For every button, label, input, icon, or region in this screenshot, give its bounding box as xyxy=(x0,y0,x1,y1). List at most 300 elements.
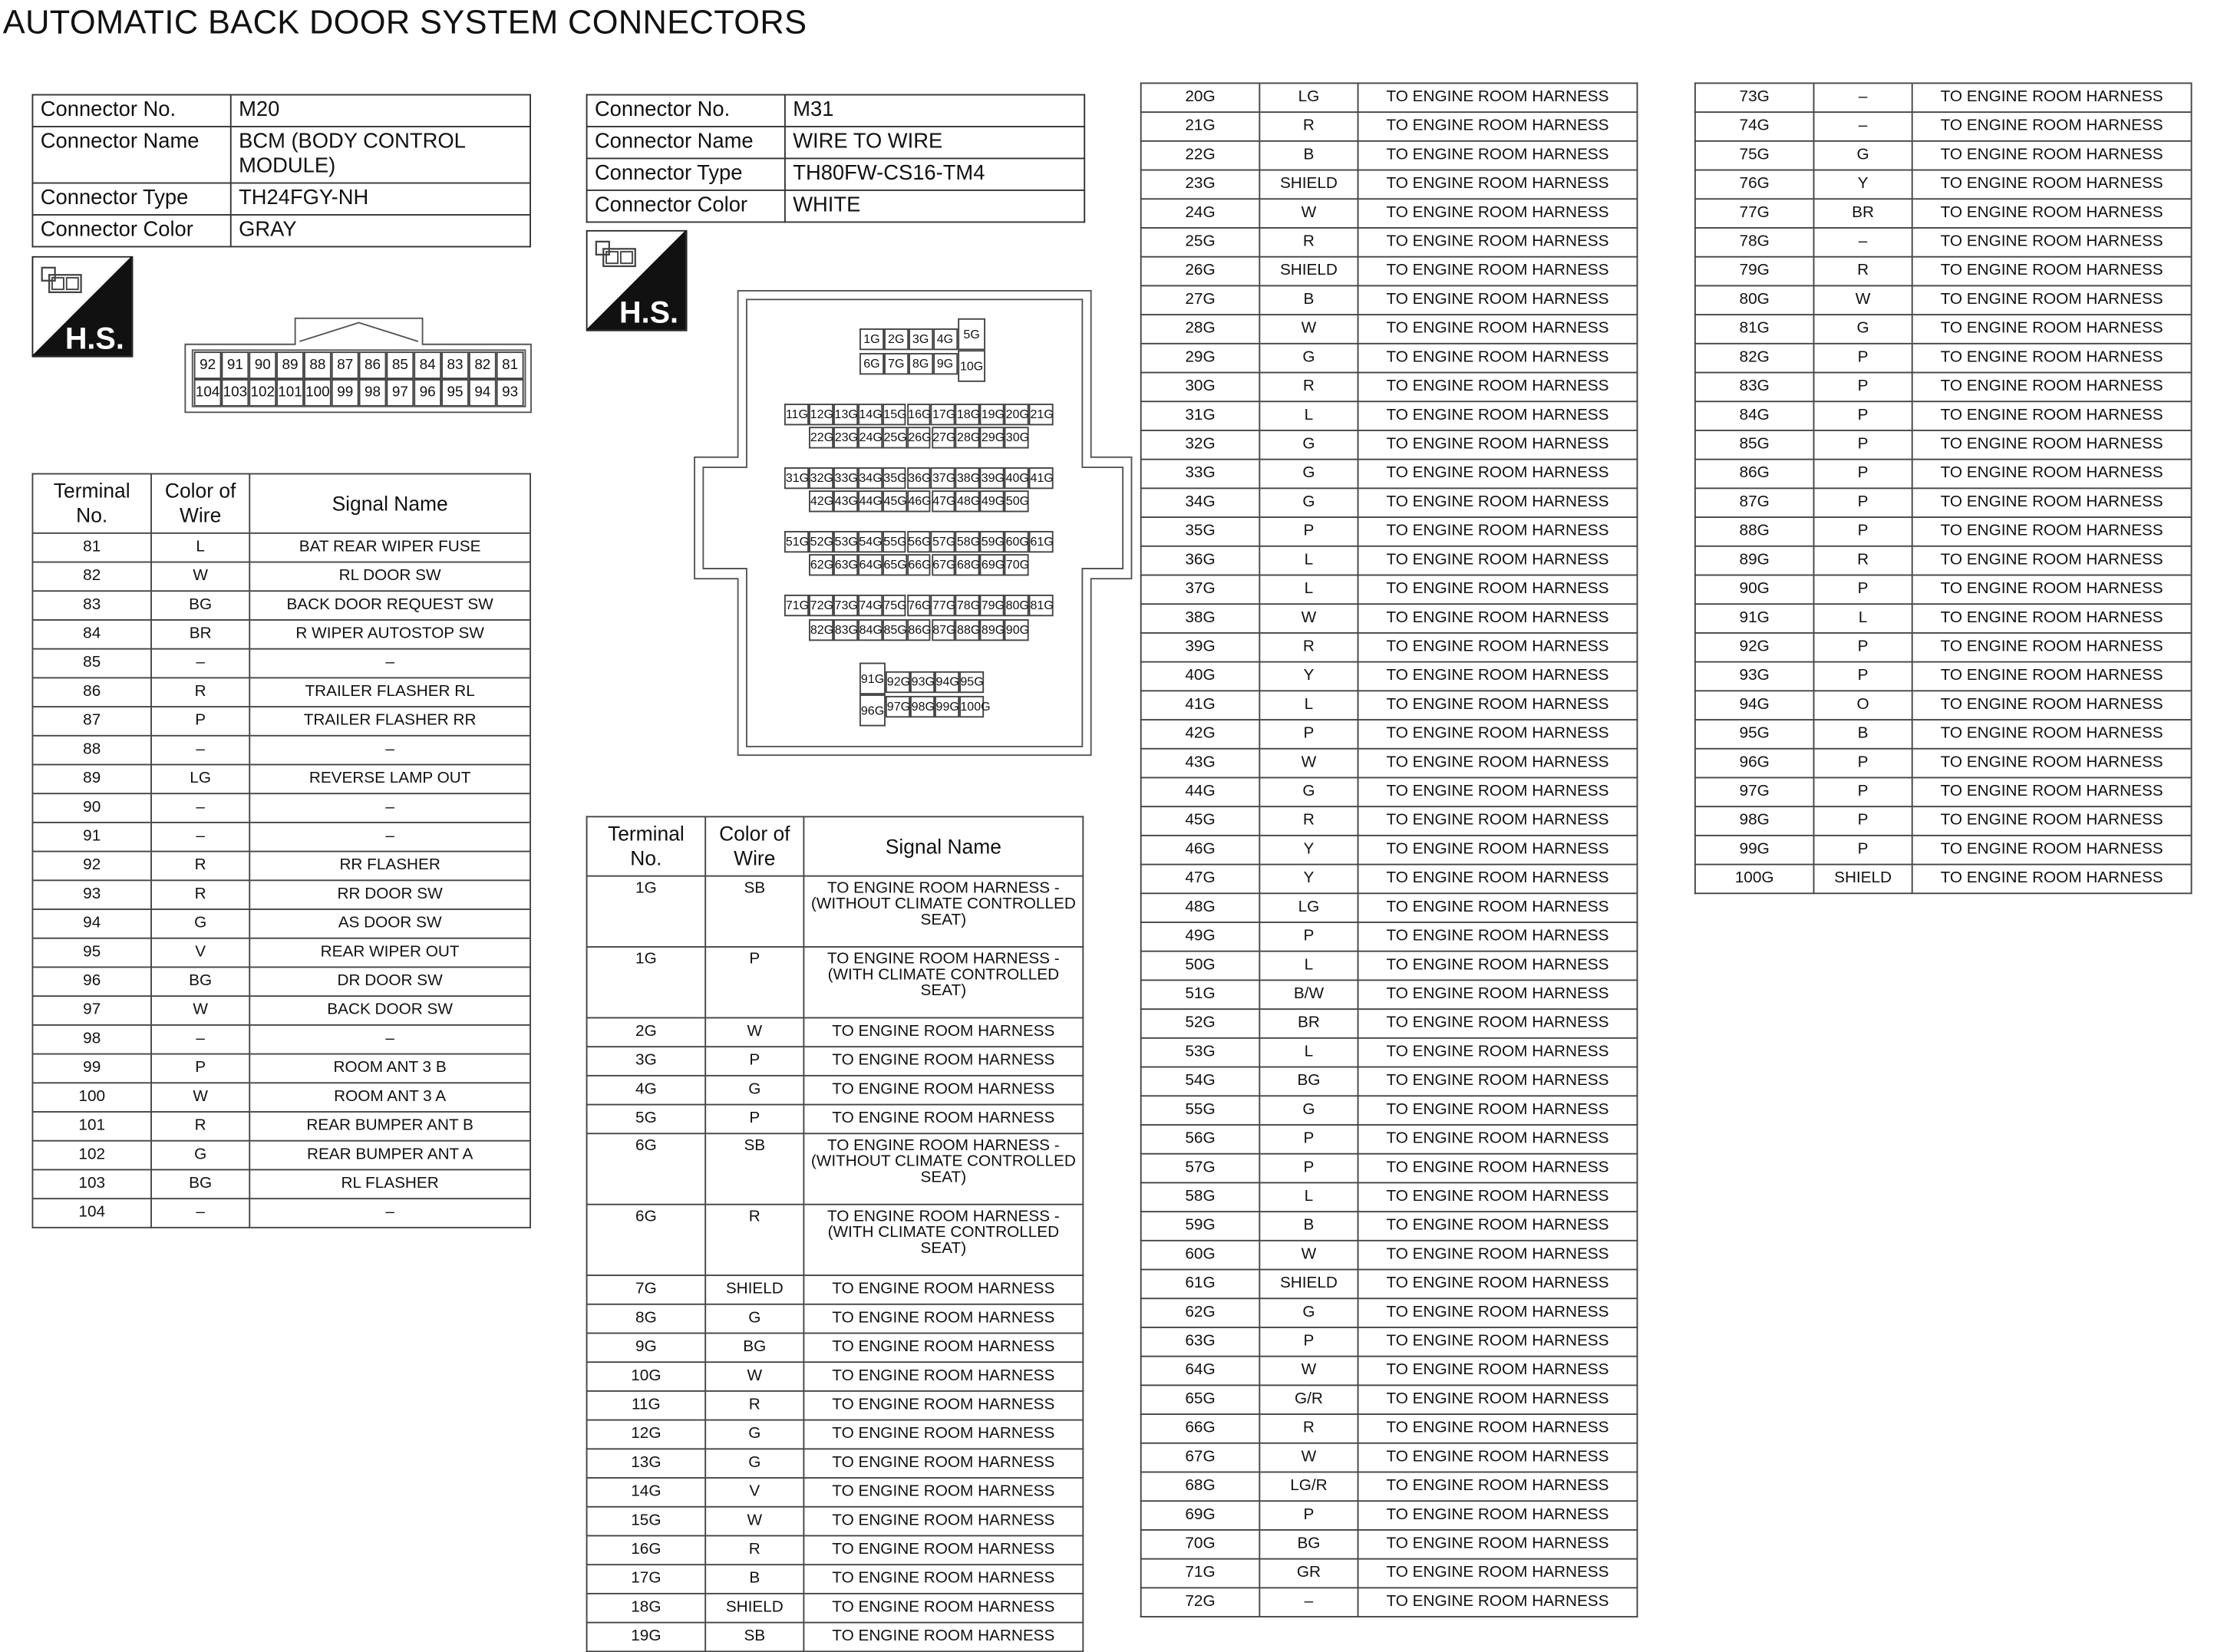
table-row xyxy=(32,909,530,938)
m31-info-table xyxy=(586,94,1085,223)
table-row xyxy=(32,678,530,707)
connector-pin: 34G xyxy=(858,467,883,489)
signal-name-cell: TO ENGINE ROOM HARNESS - (WITHOUT CLIMATE CONTROLLED SEAT) xyxy=(803,876,1083,947)
wire-color-cell: BR xyxy=(1259,1009,1358,1038)
wire-color-cell: R xyxy=(151,880,249,909)
m31-terminal-table-1 xyxy=(586,816,1084,1652)
wire-color-cell: R xyxy=(1259,228,1358,257)
signal-name-cell: – xyxy=(249,793,530,823)
table-row xyxy=(587,1105,1084,1134)
terminal-no-cell: 48G xyxy=(1141,893,1260,922)
terminal-no-cell: 95 xyxy=(32,938,151,968)
signal-name-cell: TO ENGINE ROOM HARNESS xyxy=(803,1017,1083,1047)
terminal-no-cell: 38G xyxy=(1141,604,1260,633)
table-row xyxy=(1141,1530,1638,1559)
terminal-no-cell: 23G xyxy=(1141,170,1260,199)
table-row xyxy=(1695,401,2192,430)
table-row xyxy=(1141,1154,1638,1183)
wire-color-cell: R xyxy=(705,1205,803,1275)
wire-color-cell: G xyxy=(1259,1298,1358,1327)
terminal-no-cell: 65G xyxy=(1141,1385,1260,1414)
table-row xyxy=(1695,488,2192,517)
signal-name-cell: TO ENGINE ROOM HARNESS xyxy=(1358,285,1638,315)
wire-color-cell: P xyxy=(1259,1501,1358,1530)
connector-pin: 86 xyxy=(359,351,387,379)
terminal-no-cell: 93G xyxy=(1695,662,1814,691)
table-row xyxy=(1141,1472,1638,1501)
connector-pin: 29G xyxy=(980,427,1005,448)
terminal-no-cell: 8G xyxy=(587,1304,706,1334)
wire-color-cell: W xyxy=(1259,749,1358,778)
terminal-no-cell: 66G xyxy=(1141,1414,1260,1443)
connector-pin: 85 xyxy=(386,351,414,379)
signal-name-cell: TO ENGINE ROOM HARNESS xyxy=(1358,575,1638,604)
connector-pin: 66G xyxy=(906,554,931,575)
signal-name-cell: TO ENGINE ROOM HARNESS xyxy=(1912,777,2192,806)
wire-color-cell: W xyxy=(1259,604,1358,633)
table-row xyxy=(32,620,530,649)
connector-pin: 92 xyxy=(194,351,222,379)
table-row xyxy=(1141,1212,1638,1241)
signal-name-cell: TO ENGINE ROOM HARNESS xyxy=(1358,1472,1638,1501)
connector-pin: 44G xyxy=(858,490,883,512)
terminal-no-cell: 97G xyxy=(1695,777,1814,806)
terminal-no-cell: 73G xyxy=(1695,83,1814,112)
table-row xyxy=(1141,141,1638,170)
signal-name-cell: TO ENGINE ROOM HARNESS xyxy=(803,1507,1083,1536)
connector-pin: 31G xyxy=(784,467,809,489)
wire-color-cell: W xyxy=(1259,1357,1358,1386)
table-row xyxy=(1141,720,1638,749)
wire-color-cell: R xyxy=(1813,257,1912,286)
table-row xyxy=(1141,1501,1638,1530)
signal-name-cell: TO ENGINE ROOM HARNESS xyxy=(1358,141,1638,170)
signal-name-cell: TO ENGINE ROOM HARNESS xyxy=(1358,691,1638,720)
terminal-no-cell: 39G xyxy=(1141,633,1260,662)
wire-color-cell: G/R xyxy=(1259,1385,1358,1414)
wire-color-cell: G xyxy=(1259,460,1358,489)
table-row xyxy=(587,1391,1084,1420)
terminal-no-cell: 78G xyxy=(1695,228,1814,257)
terminal-no-cell: 1G xyxy=(587,947,706,1017)
table-row xyxy=(1141,430,1638,460)
table-row xyxy=(1141,1588,1638,1617)
signal-name-cell: TO ENGINE ROOM HARNESS xyxy=(1358,1009,1638,1038)
terminal-no-cell: 32G xyxy=(1141,430,1260,460)
wire-color-cell: – xyxy=(151,649,249,678)
table-row xyxy=(32,707,530,736)
wire-color-cell: BR xyxy=(151,620,249,649)
connector-pin: 62G xyxy=(809,554,833,575)
terminal-no-cell: 27G xyxy=(1141,285,1260,315)
wire-color-cell: P xyxy=(1813,430,1912,460)
connector-pin: 45G xyxy=(883,490,907,512)
table-row xyxy=(1141,1414,1638,1443)
table-row xyxy=(1695,546,2192,575)
signal-name-cell: TO ENGINE ROOM HARNESS xyxy=(1358,83,1638,112)
terminal-no-cell: 63G xyxy=(1141,1327,1260,1357)
table-row xyxy=(1141,806,1638,836)
terminal-no-cell: 96G xyxy=(1695,749,1814,778)
wire-color-cell: Y xyxy=(1259,865,1358,894)
signal-name-cell: TO ENGINE ROOM HARNESS xyxy=(1912,460,2192,489)
connector-pin: 61G xyxy=(1029,531,1054,552)
table-row xyxy=(32,649,530,678)
connector-pin: 99 xyxy=(332,379,359,407)
signal-name-cell: TO ENGINE ROOM HARNESS xyxy=(803,1449,1083,1478)
wire-color-cell: B/W xyxy=(1259,980,1358,1009)
terminal-no-cell: 58G xyxy=(1141,1182,1260,1212)
connector-pin: 84G xyxy=(858,619,883,641)
signal-name-cell: TO ENGINE ROOM HARNESS xyxy=(1912,112,2192,141)
signal-name-cell: TO ENGINE ROOM HARNESS xyxy=(1358,430,1638,460)
terminal-no-cell: 88 xyxy=(32,736,151,765)
wire-color-cell: P xyxy=(1813,517,1912,546)
wire-color-cell: BG xyxy=(151,1169,249,1199)
connector-pin: 19G xyxy=(980,404,1005,425)
wire-color-cell: Y xyxy=(1259,836,1358,865)
wire-color-cell: P xyxy=(1813,806,1912,836)
terminal-no-cell: 76G xyxy=(1695,170,1814,199)
table-row xyxy=(1141,460,1638,489)
connector-pin: 48G xyxy=(955,490,980,512)
wire-color-cell: – xyxy=(151,736,249,765)
wire-color-cell: P xyxy=(1259,517,1358,546)
wire-color-cell: BG xyxy=(1259,1067,1358,1096)
terminal-no-header: Terminal No. xyxy=(32,474,151,533)
wire-color-cell: P xyxy=(1813,373,1912,402)
table-row xyxy=(32,1141,530,1170)
terminal-no-cell: 42G xyxy=(1141,720,1260,749)
table-row xyxy=(587,1535,1084,1565)
signal-name-cell: BACK DOOR REQUEST SW xyxy=(249,591,530,620)
m20-connector-name: BCM (BODY CONTROL MODULE) xyxy=(231,127,530,183)
terminal-no-cell: 69G xyxy=(1141,1501,1260,1530)
table-row xyxy=(1141,1096,1638,1125)
table-row xyxy=(587,1017,1084,1047)
signal-name-cell: RL FLASHER xyxy=(249,1169,530,1199)
wire-color-cell: P xyxy=(1813,633,1912,662)
harness-side-icon xyxy=(31,256,133,358)
wire-color-cell: P xyxy=(1813,836,1912,865)
table-row xyxy=(1695,430,2192,460)
signal-name-cell: TO ENGINE ROOM HARNESS xyxy=(1358,1298,1638,1327)
terminal-no-cell: 94 xyxy=(32,909,151,938)
signal-name-cell: TO ENGINE ROOM HARNESS xyxy=(1912,228,2192,257)
terminal-no-cell: 45G xyxy=(1141,806,1260,836)
wire-color-cell: BG xyxy=(151,591,249,620)
wire-color-cell: P xyxy=(1813,488,1912,517)
connector-pin: 55G xyxy=(882,531,906,552)
harness-side-icon xyxy=(586,230,688,331)
signal-name-cell: TO ENGINE ROOM HARNESS xyxy=(1358,893,1638,922)
terminal-no-cell: 15G xyxy=(587,1507,706,1536)
terminal-no-cell: 89G xyxy=(1695,546,1814,575)
page-title: AUTOMATIC BACK DOOR SYSTEM CONNECTORS xyxy=(2,2,807,41)
signal-name-cell: REVERSE LAMP OUT xyxy=(249,764,530,793)
table-row xyxy=(1141,1038,1638,1067)
signal-name-cell: TO ENGINE ROOM HARNESS xyxy=(1358,373,1638,402)
signal-name-cell: TO ENGINE ROOM HARNESS xyxy=(1912,633,2192,662)
table-row xyxy=(587,1047,1084,1076)
table-row xyxy=(1141,1559,1638,1588)
connector-pin: 46G xyxy=(906,490,931,512)
wire-color-cell: B xyxy=(1259,285,1358,315)
signal-name-cell: TO ENGINE ROOM HARNESS xyxy=(1358,1067,1638,1096)
wire-color-cell: SB xyxy=(705,1623,803,1652)
signal-name-cell: TO ENGINE ROOM HARNESS xyxy=(1358,344,1638,373)
connector-pin: 87 xyxy=(332,351,359,379)
table-row xyxy=(32,938,530,968)
table-row xyxy=(32,793,530,823)
signal-name-cell: – xyxy=(249,823,530,852)
signal-name-cell: TO ENGINE ROOM HARNESS xyxy=(1358,1501,1638,1530)
terminal-no-cell: 2G xyxy=(587,1017,706,1047)
terminal-no-cell: 10G xyxy=(587,1362,706,1391)
connector-pin: 70G xyxy=(1005,554,1029,575)
signal-name-cell: TO ENGINE ROOM HARNESS xyxy=(1358,170,1638,199)
table-row xyxy=(1141,488,1638,517)
signal-name-cell: TO ENGINE ROOM HARNESS xyxy=(1358,315,1638,344)
table-row xyxy=(32,880,530,909)
table-row xyxy=(1141,83,1638,112)
signal-name-cell: TO ENGINE ROOM HARNESS xyxy=(803,1105,1083,1134)
signal-name-cell: TO ENGINE ROOM HARNESS xyxy=(1358,460,1638,489)
wire-color-cell: BG xyxy=(1259,1530,1358,1559)
wire-color-cell: P xyxy=(1259,720,1358,749)
terminal-no-cell: 22G xyxy=(1141,141,1260,170)
table-row xyxy=(1695,662,2192,691)
terminal-no-cell: 90 xyxy=(32,793,151,823)
table-row xyxy=(1695,720,2192,749)
terminal-no-cell: 5G xyxy=(587,1105,706,1134)
label-connector-type: Connector Type xyxy=(587,158,785,190)
connector-pin: 12G xyxy=(809,404,833,425)
wire-color-cell: Y xyxy=(1259,662,1358,691)
table-row xyxy=(1695,604,2192,633)
signal-name-cell: TO ENGINE ROOM HARNESS xyxy=(1358,1182,1638,1212)
signal-name-cell: TO ENGINE ROOM HARNESS xyxy=(1912,691,2192,720)
table-row xyxy=(587,1507,1084,1536)
terminal-no-cell: 80G xyxy=(1695,285,1814,315)
connector-pin: 39G xyxy=(980,467,1005,489)
connector-pin: 71G xyxy=(784,595,809,616)
terminal-no-cell: 83 xyxy=(32,591,151,620)
table-row xyxy=(32,736,530,765)
signal-name-cell: – xyxy=(249,1025,530,1054)
signal-name-cell: TO ENGINE ROOM HARNESS xyxy=(1358,1357,1638,1386)
connector-pin: 73G xyxy=(833,595,858,616)
terminal-no-cell: 64G xyxy=(1141,1357,1260,1386)
signal-name-cell: TO ENGINE ROOM HARNESS xyxy=(1912,575,2192,604)
terminal-no-cell: 103 xyxy=(32,1169,151,1199)
terminal-no-cell: 68G xyxy=(1141,1472,1260,1501)
signal-name-cell: REAR WIPER OUT xyxy=(249,938,530,968)
signal-name-cell: TO ENGINE ROOM HARNESS xyxy=(803,1478,1083,1507)
terminal-no-cell: 60G xyxy=(1141,1241,1260,1270)
signal-name-cell: TO ENGINE ROOM HARNESS xyxy=(1358,749,1638,778)
table-row xyxy=(1695,749,2192,778)
signal-name-cell: TO ENGINE ROOM HARNESS xyxy=(1358,865,1638,894)
wire-color-cell: P xyxy=(1259,922,1358,951)
table-row xyxy=(1141,865,1638,894)
table-row xyxy=(1695,806,2192,836)
m20-terminal-table xyxy=(31,473,530,1228)
wire-color-cell: – xyxy=(151,1025,249,1054)
signal-name-cell: TO ENGINE ROOM HARNESS xyxy=(1912,517,2192,546)
signal-name-cell: DR DOOR SW xyxy=(249,967,530,996)
wire-color-cell: BG xyxy=(151,967,249,996)
signal-name-cell: TO ENGINE ROOM HARNESS xyxy=(1912,373,2192,402)
connector-pin: 33G xyxy=(833,467,858,489)
wire-color-cell: SHIELD xyxy=(1259,170,1358,199)
table-row xyxy=(1695,315,2192,344)
m31-connector-type: TH80FW-CS16-TM4 xyxy=(785,158,1084,190)
wire-color-cell: G xyxy=(705,1076,803,1105)
signal-name-cell: TO ENGINE ROOM HARNESS xyxy=(1358,1588,1638,1617)
table-row xyxy=(1141,1182,1638,1212)
table-row xyxy=(1695,83,2192,112)
connector-pin: 82 xyxy=(469,351,497,379)
wire-color-cell: P xyxy=(1813,460,1912,489)
terminal-no-cell: 30G xyxy=(1141,373,1260,402)
terminal-no-cell: 81G xyxy=(1695,315,1814,344)
connector-pin: 10G xyxy=(958,350,985,381)
wire-color-cell: O xyxy=(1813,691,1912,720)
table-row xyxy=(1141,922,1638,951)
signal-name-cell: TO ENGINE ROOM HARNESS xyxy=(1358,980,1638,1009)
signal-name-cell: TO ENGINE ROOM HARNESS xyxy=(1912,749,2192,778)
connector-pin: 32G xyxy=(809,467,833,489)
m31-connector-color: WHITE xyxy=(785,190,1084,222)
signal-name-cell: TO ENGINE ROOM HARNESS xyxy=(1358,1125,1638,1154)
wire-color-cell: SHIELD xyxy=(705,1594,803,1623)
signal-name-cell: TO ENGINE ROOM HARNESS xyxy=(1912,488,2192,517)
wire-color-cell: BR xyxy=(1813,199,1912,228)
wire-color-cell: L xyxy=(1259,1182,1358,1212)
terminal-no-cell: 7G xyxy=(587,1275,706,1304)
connector-pin: 65G xyxy=(883,554,907,575)
signal-name-cell: TO ENGINE ROOM HARNESS xyxy=(1358,228,1638,257)
terminal-no-cell: 33G xyxy=(1141,460,1260,489)
terminal-no-header: Terminal No. xyxy=(587,816,706,875)
terminal-no-cell: 47G xyxy=(1141,865,1260,894)
table-row xyxy=(1695,141,2192,170)
signal-name-cell: TRAILER FLASHER RR xyxy=(249,707,530,736)
signal-name-cell: ROOM ANT 3 A xyxy=(249,1083,530,1112)
table-row xyxy=(1695,691,2192,720)
terminal-no-cell: 87G xyxy=(1695,488,1814,517)
terminal-no-cell: 94G xyxy=(1695,691,1814,720)
connector-pin: 77G xyxy=(931,595,955,616)
wire-color-cell: P xyxy=(705,1105,803,1134)
terminal-no-cell: 46G xyxy=(1141,836,1260,865)
terminal-no-cell: 20G xyxy=(1141,83,1260,112)
terminal-no-cell: 85G xyxy=(1695,430,1814,460)
wire-color-cell: SB xyxy=(705,1133,803,1204)
terminal-no-cell: 11G xyxy=(587,1391,706,1420)
connector-pin: 83G xyxy=(833,619,858,641)
label-connector-type: Connector Type xyxy=(32,183,230,215)
wire-color-cell: P xyxy=(705,947,803,1017)
connector-pin: 57G xyxy=(931,531,955,552)
table-row xyxy=(1141,315,1638,344)
label-connector-color: Connector Color xyxy=(32,215,230,246)
table-row xyxy=(1141,1443,1638,1472)
connector-pin: 75G xyxy=(882,595,906,616)
table-row xyxy=(1141,401,1638,430)
m20-connector-color: GRAY xyxy=(231,215,530,246)
connector-pin: 25G xyxy=(883,427,907,448)
signal-name-cell: TO ENGINE ROOM HARNESS xyxy=(1358,922,1638,951)
terminal-no-cell: 34G xyxy=(1141,488,1260,517)
connector-pin: 42G xyxy=(809,490,833,512)
terminal-no-cell: 87 xyxy=(32,707,151,736)
connector-pin: 104 xyxy=(194,379,222,407)
wire-color-cell: R xyxy=(1259,112,1358,141)
connector-pin: 94 xyxy=(469,379,497,407)
terminal-no-cell: 100G xyxy=(1695,865,1814,894)
connector-pin: 99G xyxy=(935,696,959,717)
wire-color-cell: V xyxy=(705,1478,803,1507)
terminal-no-cell: 17G xyxy=(587,1565,706,1594)
table-row xyxy=(1141,1298,1638,1327)
connector-pin: 98G xyxy=(910,696,935,717)
wire-color-cell: R xyxy=(1813,546,1912,575)
connector-pin: 22G xyxy=(809,427,833,448)
connector-pin: 97G xyxy=(886,696,910,717)
terminal-no-cell: 14G xyxy=(587,1478,706,1507)
table-row xyxy=(1695,460,2192,489)
terminal-no-cell: 1G xyxy=(587,876,706,947)
terminal-no-cell: 50G xyxy=(1141,951,1260,981)
table-row xyxy=(587,1362,1084,1391)
table-row xyxy=(1141,546,1638,575)
signal-name-cell: TO ENGINE ROOM HARNESS xyxy=(803,1623,1083,1652)
connector-pin: 23G xyxy=(833,427,858,448)
table-row xyxy=(1695,836,2192,865)
signal-name-cell: TO ENGINE ROOM HARNESS xyxy=(1358,951,1638,981)
table-row xyxy=(32,764,530,793)
connector-pin: 37G xyxy=(931,467,955,489)
terminal-no-cell: 55G xyxy=(1141,1096,1260,1125)
wire-color-cell: P xyxy=(1813,662,1912,691)
signal-name-cell: RL DOOR SW xyxy=(249,562,530,592)
connector-pin: 64G xyxy=(858,554,883,575)
signal-name-cell: TO ENGINE ROOM HARNESS xyxy=(1358,1270,1638,1299)
wire-color-cell: P xyxy=(1259,1327,1358,1357)
connector-pin: 24G xyxy=(858,427,883,448)
connector-pin: 36G xyxy=(906,467,931,489)
signal-name-cell: – xyxy=(249,736,530,765)
signal-name-cell: REAR BUMPER ANT B xyxy=(249,1112,530,1141)
signal-name-cell: TO ENGINE ROOM HARNESS xyxy=(1358,604,1638,633)
wire-color-cell: L xyxy=(1259,951,1358,981)
terminal-no-cell: 79G xyxy=(1695,257,1814,286)
label-connector-no: Connector No. xyxy=(32,95,230,127)
signal-name-cell: – xyxy=(249,1199,530,1228)
table-row xyxy=(32,1025,530,1054)
terminal-no-cell: 67G xyxy=(1141,1443,1260,1472)
signal-name-cell: TO ENGINE ROOM HARNESS xyxy=(1358,488,1638,517)
wire-color-cell: P xyxy=(1259,1125,1358,1154)
signal-name-cell: TO ENGINE ROOM HARNESS xyxy=(1358,662,1638,691)
wire-color-cell: – xyxy=(151,1199,249,1228)
table-row xyxy=(1695,373,2192,402)
terminal-no-cell: 13G xyxy=(587,1449,706,1478)
table-row xyxy=(32,1169,530,1199)
wire-color-cell: G xyxy=(705,1449,803,1478)
